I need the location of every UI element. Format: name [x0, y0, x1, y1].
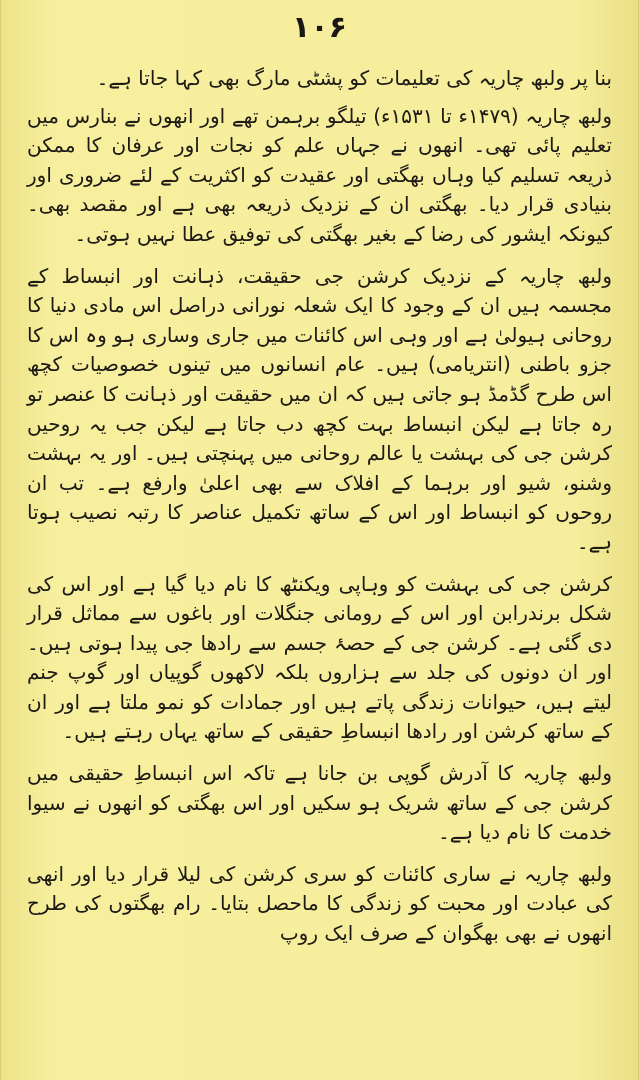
paragraph-6: ولبھ چاریہ نے ساری کائنات کو سری کرشن کی لیلا قرار دیا اور انھی کی عبادت اور محبت کو زندگی کا ماحصل بتایا۔ رام بھگتوں کی طرح انھوں نے بھی بھگوان کے صرف ایک روپ: [27, 861, 612, 946]
paragraph-5: ولبھ چاریہ کا آدرش گوپی بن جانا ہے تاکہ اس انبساطِ حقیقی میں کرشن جی کے ساتھ شریک ہو سکیں اور اس بھگتی کو انھوں نے سیوا خدمت کا نام دیا ہے۔: [27, 761, 612, 845]
paragraph-4: کرشن جی کی بہشت کو وہاپی ویکنٹھ کا نام دیا گیا ہے اور اس کی شکل برندرابن اور اس کے رومانی جنگلات اور باغوں سے مماثل قرار دی گئی ہے۔ کرشن جی کے حصۂ جسم سے رادھا جی پیدا ہوتی ہیں۔ اور ان دونوں کی جلد سے ہزاروں بلکہ لاکھوں گوپیاں اور گوپ جنم لیتے ہیں، حیوانات زندگی پاتے ہیں اور جمادات کو نمو ملتا ہے اور ان کے ساتھ کرشن اور رادھا انبساطِ حقیقی کے ساتھ یہاں رہتے ہیں۔: [27, 571, 612, 744]
urdu-text-block: [27, 64, 612, 1070]
page-number: ۱۰۶: [292, 10, 347, 45]
paragraph-2: ولبھ چاریہ (۱۴۷۹ء تا ۱۵۳۱ء) تیلگو برہمن تھے اور انھوں نے بنارس میں تعلیم پائی تھی۔ انھوں نے جہاں علم کو نجات اور عرفان کا ممکن ذریعہ تسلیم کیا وہاں بھگتی اور عقیدت کو اکثریت کے لئے ضروری اور بنیادی قرار دیا۔ بھگتی ان کے نزدیک ذریعہ بھی ہے اور مقصد بھی۔ کیونکہ ایشور کی رضا کے بغیر بھگتی کی توفیق عطا نہیں ہوتی۔: [27, 103, 612, 246]
paragraph-3: ولبھ چاریہ کے نزدیک کرشن جی حقیقت، ذہانت اور انبساط کے مجسمہ ہیں ان کے وجود کا ایک شعلہ نورانی دراصل اس مادی دنیا کا روحانی ہیولیٰ ہے اور وہی اس کائنات میں جاری وساری ہو وہ اس کا جزو باطنی (انتریامی) ہیں۔ عام انسانوں میں تینوں خصوصیات کچھ اس طرح گڈمڈ ہو جاتی ہیں کہ ان میں حقیقت اور ذہانت کا عنصر تو رہ جاتا ہے لیکن انبساط بہت کچھ دب جاتا ہے لیکن جب یہ روحیں کرشن جی کی بہشت یا عالم روحانی میں پہنچتی ہیں۔ اور یہ بہشت وشنو، شیو اور برہما کے افلاک سے بھی اعلیٰ وارفع ہے۔ تب ان روحوں کو انبساط اور اس کے ساتھ تکمیل عناصر کا رتبہ نصیب ہوتا ہے۔: [27, 263, 612, 554]
paragraph-1: بنا پر ولبھ چاریہ کی تعلیمات کو پشٹی مارگ بھی کہا جاتا ہے۔: [96, 66, 612, 90]
